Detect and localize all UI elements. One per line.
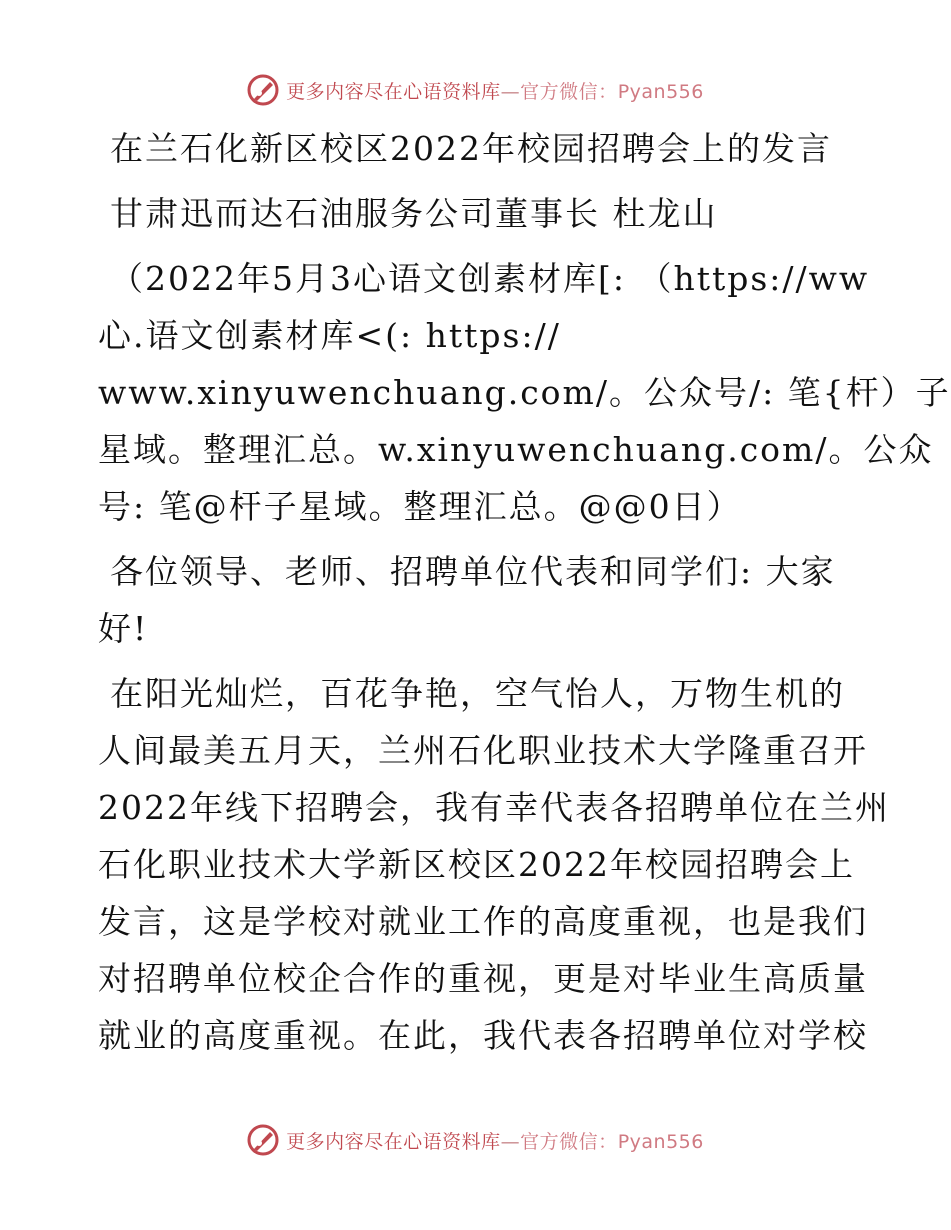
greeting-line: 各位领导、老师、招聘单位代表和同学们: 大家 bbox=[110, 552, 836, 591]
document-title: 在兰石化新区校区2022年校园招聘会上的发言 bbox=[110, 129, 832, 168]
greeting-line: 好! bbox=[98, 609, 149, 648]
paragraph-line: 石化职业技术大学新区校区2022年校园招聘会上 bbox=[98, 845, 855, 884]
pen-logo-icon bbox=[246, 1123, 280, 1157]
paragraph-line: 人间最美五月天，兰州石化职业技术大学隆重召开 bbox=[98, 731, 868, 770]
paragraph-line: 2022年线下招聘会，我有幸代表各招聘单位在兰州 bbox=[98, 788, 890, 827]
date-line: 星域。整理汇总。w.xinyuwenchuang.com/。公众 bbox=[98, 430, 934, 469]
watermark-separator: — bbox=[500, 1130, 521, 1153]
watermark-banner-top bbox=[0, 70, 950, 110]
watermark-site: 更多内容尽在心语资料库 bbox=[286, 1130, 501, 1153]
watermark-site: 更多内容尽在心语资料库 bbox=[286, 80, 501, 103]
paragraph-block bbox=[98, 665, 890, 1064]
paragraph-line: 对招聘单位校企合作的重视，更是对毕业生高质量 bbox=[98, 959, 868, 998]
speaker-line: 甘肃迅而达石油服务公司董事长 杜龙山 bbox=[110, 194, 718, 233]
date-line: （2022年5月3心语文创素材库[: （https://ww bbox=[110, 259, 870, 298]
date-block bbox=[98, 250, 951, 535]
paragraph-line: 在阳光灿烂，百花争艳，空气怡人，万物生机的 bbox=[110, 674, 845, 713]
date-line: www.xinyuwenchuang.com/。公众号/: 笔{杆）子 bbox=[98, 373, 951, 412]
watermark-account: Pyan556 bbox=[617, 1130, 704, 1153]
pen-logo-icon bbox=[246, 73, 280, 107]
document-body bbox=[98, 120, 951, 1064]
watermark-wechat-label: 官方微信： bbox=[520, 80, 618, 103]
paragraph-line: 就业的高度重视。在此，我代表各招聘单位对学校 bbox=[98, 1016, 868, 1055]
watermark-banner-bottom bbox=[0, 1120, 950, 1160]
watermark-wechat-label: 官方微信： bbox=[520, 1130, 618, 1153]
date-line: 号: 笔@杆子星域。整理汇总。@@0日） bbox=[98, 487, 742, 526]
date-line: 心.语文创素材库<(: https:// bbox=[98, 316, 561, 355]
watermark-separator: — bbox=[500, 80, 521, 103]
greeting-block bbox=[98, 543, 858, 657]
paragraph-line: 发言，这是学校对就业工作的高度重视，也是我们 bbox=[98, 902, 868, 941]
watermark-account: Pyan556 bbox=[617, 80, 704, 103]
